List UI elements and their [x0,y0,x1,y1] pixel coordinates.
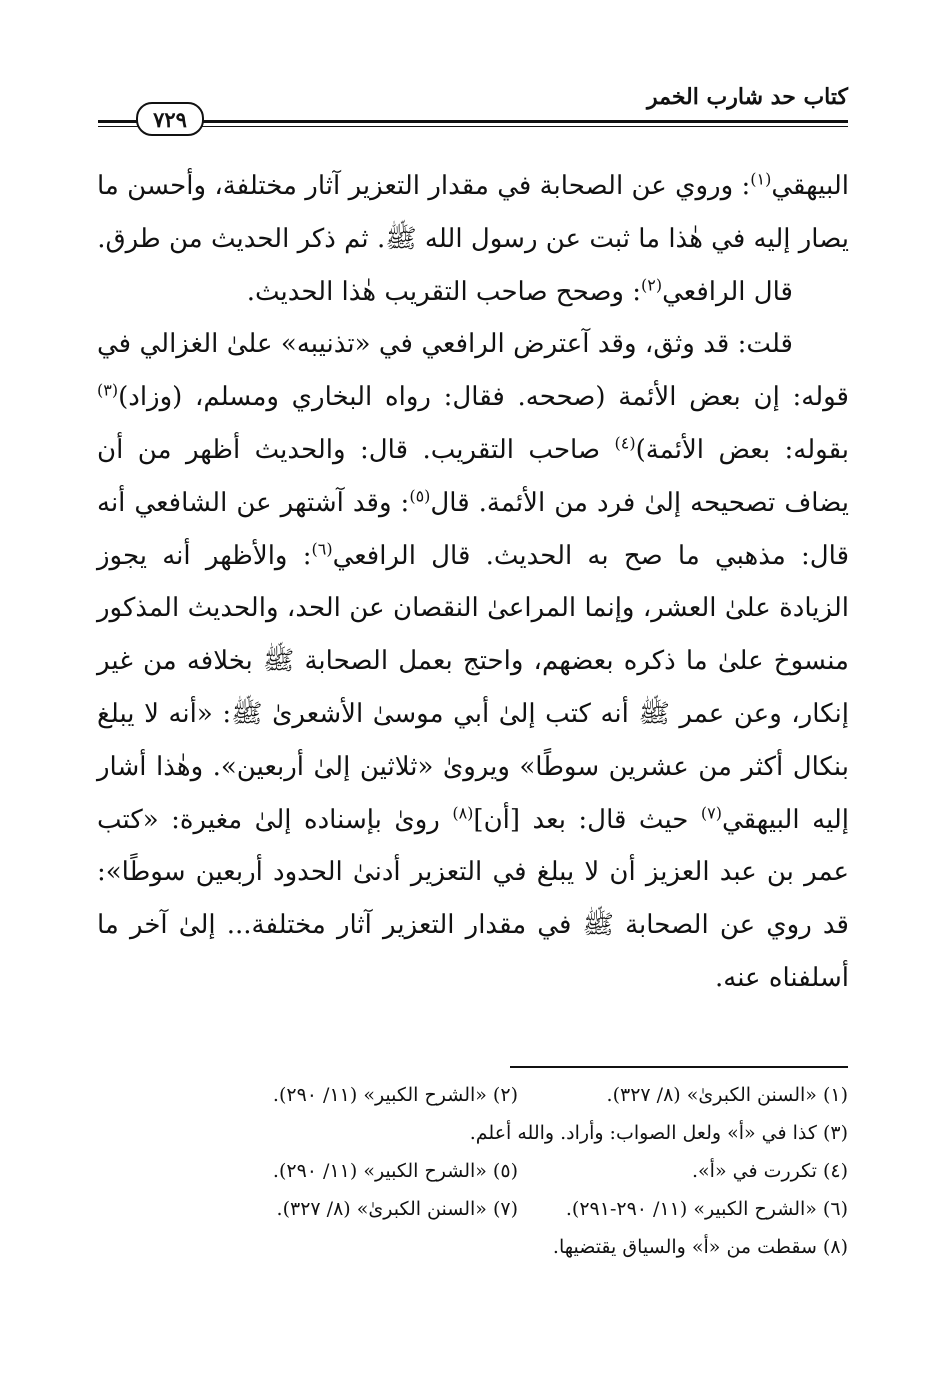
footnote-ref-7: (٧) [700,802,722,822]
footnote-3: (٣) كذا في «أ» ولعل الصواب: وأراد. والله أعلم. [469,1122,848,1144]
footnote-row [170,1190,848,1228]
footnotes [170,1076,848,1266]
header-rule-thin [98,126,848,127]
footnote-ref-4: (٤) [614,433,636,453]
paragraph-2: قال الرافعي$^{(٢)}$: وصحح صاحب التقريب هٰذا الحديث. [246,274,793,307]
footnote-ref-2: (٢) [641,274,663,294]
footnote-row [170,1228,848,1266]
footnote-ref-1: (١) [750,169,772,189]
footnote-ref-5: (٥) [409,486,431,506]
footnote-separator [510,1066,848,1068]
paragraph-1: البيهقي$^{(١)}$: وروي عن الصحابة في مقدار التعزير آثار مختلفة، وأحسن ما يصار إليه في هٰذا ما ثبت عن رسول الله ﷺ. ثم ذكر الحديث من طرق. [97,169,849,254]
footnote-ref-3: (٣) [97,380,119,400]
page-header [98,84,848,134]
footnote-row [170,1076,848,1114]
footnote-4: (٤) تكررت في «أ». [692,1160,848,1182]
footnote-2: (٢) «الشرح الكبير» (١١/ ٢٩٠). [272,1084,518,1106]
footnote-row [170,1152,848,1190]
main-text [97,160,849,1005]
footnote-7: (٧) «السنن الكبرىٰ» (٨/ ٣٢٧). [276,1198,518,1220]
footnote-row [170,1114,848,1152]
header-rule-thick [98,120,848,123]
page-number: ٧٢٩ [136,102,204,136]
footnote-ref-6: (٦) [311,538,333,558]
footnote-ref-8: (٨) [452,802,474,822]
footnote-6: (٦) «الشرح الكبير» (١١/ ٢٩٠-٢٩١). [565,1198,848,1220]
footnote-5: (٥) «الشرح الكبير» (١١/ ٢٩٠). [272,1160,518,1182]
paragraph-3: قلت: قد وثق، وقد آعترض الرافعي في «تذنيبه» علىٰ الغزالي في قوله: إن بعض الأئمة (صححه. فقال: رواه البخاري ومسلم، (وزاد)$^{(٣)}$ بقوله: بعض الأئمة)$^{(٤)}$ صاحب التقريب. قال: والحديث أظهر من أن يضاف تصحيحه إلىٰ فرد من الأئمة. قال$^{(٥)}$: وقد آشتهر عن الشافعي أنه قال: مذهبي ما صح به الحديث. قال الرافعي$^{(٦)}$: والأظهر أنه يجوز الزيادة علىٰ العشر، وإنما المراعىٰ النقصان عن الحد، والحديث المذكور منسوخ علىٰ ما ذكره بعضهم، واحتج بعمل الصحابة ﷺ بخلافه من غير إنكار، وعن عمر ﷺ أنه كتب إلىٰ أبي موسىٰ الأشعرىٰ ﷺ: «أنه لا يبلغ بنكال أكثر من عشرين سوطًا» ويروىٰ «ثلاثين إلىٰ أربعين». وهٰذا أشار إليه البيهقي$^{(٧)}$ حيث قال: بعد [أن]$^{(٨)}$ روىٰ بإسناده إلىٰ مغيرة: «كتب عمر بن عبد العزيز أن لا يبلغ في التعزير أدنىٰ الحدود أربعين سوطًا»: قد روي عن الصحابة ﷺ في مقدار التعزير آثار مختلفة... إلىٰ آخر ما أسلفناه عنه. [97,329,850,993]
running-title: كتاب حد شارب الخمر [647,84,848,110]
footnote-8: (٨) سقطت من «أ» والسياق يقتضيها. [552,1236,848,1258]
footnote-1: (١) «السنن الكبرىٰ» (٨/ ٣٢٧). [606,1084,848,1106]
